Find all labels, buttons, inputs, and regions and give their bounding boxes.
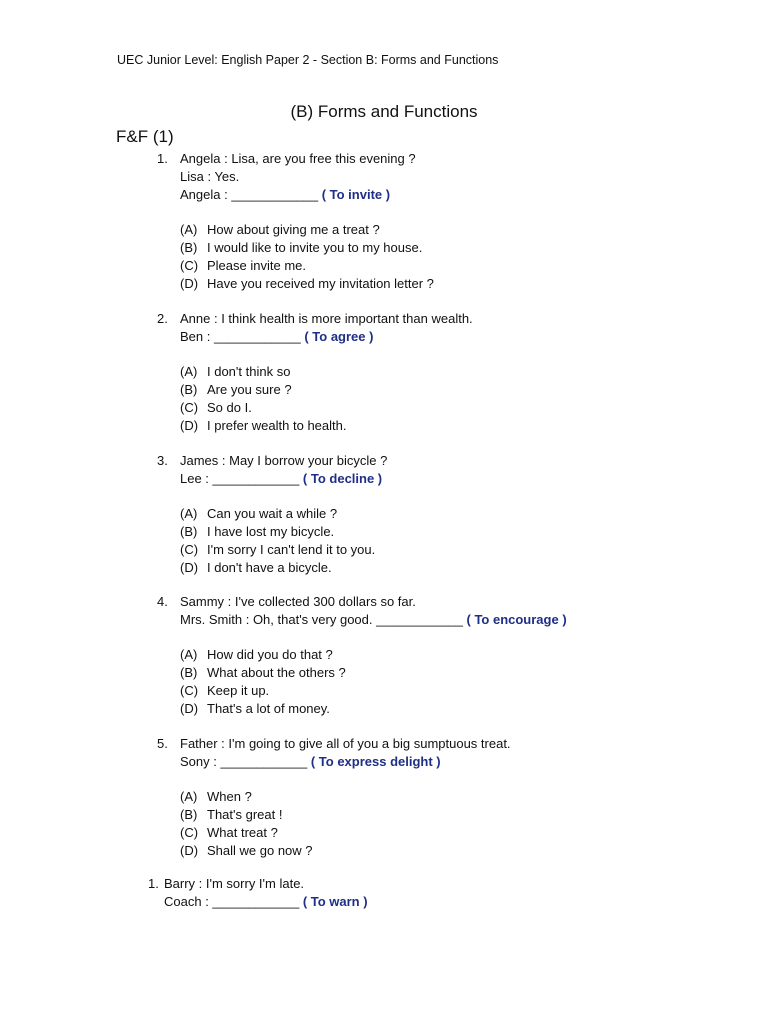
answer-prompt-line	[164, 893, 368, 911]
option-label: (C)	[180, 683, 199, 698]
question-number: 5.	[157, 736, 168, 751]
question-number: 4.	[157, 594, 168, 609]
option-label: (C)	[180, 542, 199, 557]
option-label: (A)	[180, 364, 198, 379]
option-text: I don't think so	[207, 364, 291, 379]
question-number: 1.	[157, 151, 168, 166]
option-text: Have you received my invitation letter ?	[207, 276, 434, 291]
option-text: What about the others ?	[207, 665, 346, 680]
page-title: (B) Forms and Functions	[290, 102, 478, 121]
option-label: (D)	[180, 843, 199, 858]
dialogue-line: James : May I borrow your bicycle ?	[180, 453, 388, 468]
function-cue: ( To warn )	[302, 894, 368, 909]
dialogue-text: Ben : ____________	[180, 329, 301, 344]
dialogue-line: Lisa : Yes.	[180, 169, 240, 184]
option-text: I prefer wealth to health.	[207, 418, 347, 433]
function-cue: ( To encourage )	[466, 612, 567, 627]
option-label: (C)	[180, 825, 199, 840]
option-text: When ?	[207, 789, 252, 804]
option-text: That's a lot of money.	[207, 701, 330, 716]
option-label: (D)	[180, 276, 199, 291]
answer-prompt-line	[180, 470, 382, 488]
dialogue-line: Sammy : I've collected 300 dollars so far.	[180, 594, 416, 609]
answer-prompt-line	[180, 328, 373, 346]
option-label: (D)	[180, 560, 199, 575]
dialogue-line: Angela : Lisa, are you free this evening ?	[180, 151, 416, 166]
answer-prompt-line	[180, 753, 441, 771]
option-text: I have lost my bicycle.	[207, 524, 335, 539]
option-label: (C)	[180, 400, 199, 415]
option-text: So do I.	[207, 400, 252, 415]
option-text: Are you sure ?	[207, 382, 292, 397]
section-heading: F&F (1)	[116, 127, 174, 146]
dialogue-line: Anne : I think health is more important than wealth.	[180, 311, 473, 326]
answer-prompt-line	[180, 186, 390, 204]
function-cue: ( To agree )	[304, 329, 374, 344]
option-text: What treat ?	[207, 825, 278, 840]
option-label: (C)	[180, 258, 199, 273]
option-text: That's great !	[207, 807, 283, 822]
option-text: Please invite me.	[207, 258, 306, 273]
option-label: (B)	[180, 240, 198, 255]
option-text: How about giving me a treat ?	[207, 222, 380, 237]
option-label: (B)	[180, 382, 198, 397]
option-label: (B)	[180, 524, 198, 539]
option-text: I'm sorry I can't lend it to you.	[207, 542, 376, 557]
dialogue-line: Father : I'm going to give all of you a big sumptuous treat.	[180, 736, 511, 751]
function-cue: ( To decline )	[302, 471, 383, 486]
dialogue-line: Barry : I'm sorry I'm late.	[164, 876, 305, 891]
dialogue-text: Lee : ____________	[180, 471, 300, 486]
page-header: UEC Junior Level: English Paper 2 - Section B: Forms and Functions	[117, 53, 499, 67]
option-label: (A)	[180, 647, 198, 662]
option-text: How did you do that ?	[207, 647, 333, 662]
question-number: 3.	[157, 453, 168, 468]
option-text: Can you wait a while ?	[207, 506, 338, 521]
option-text: Keep it up.	[207, 683, 270, 698]
answer-prompt-line	[180, 611, 567, 629]
option-label: (B)	[180, 665, 198, 680]
function-cue: ( To express delight )	[310, 754, 441, 769]
dialogue-text: Mrs. Smith : Oh, that's very good. ____________	[180, 612, 463, 627]
dialogue-text: Sony : ____________	[180, 754, 308, 769]
function-cue: ( To invite )	[321, 187, 391, 202]
dialogue-text: Coach : ____________	[164, 894, 300, 909]
question-number: 2.	[157, 311, 168, 326]
option-text: I don't have a bicycle.	[207, 560, 332, 575]
option-label: (D)	[180, 701, 199, 716]
option-label: (D)	[180, 418, 199, 433]
option-text: Shall we go now ?	[207, 843, 313, 858]
option-text: I would like to invite you to my house.	[207, 240, 423, 255]
dialogue-text: Angela : ____________	[180, 187, 319, 202]
option-label: (A)	[180, 789, 198, 804]
option-label: (A)	[180, 506, 198, 521]
option-label: (A)	[180, 222, 198, 237]
option-label: (B)	[180, 807, 198, 822]
question-number: 1.	[148, 876, 159, 891]
